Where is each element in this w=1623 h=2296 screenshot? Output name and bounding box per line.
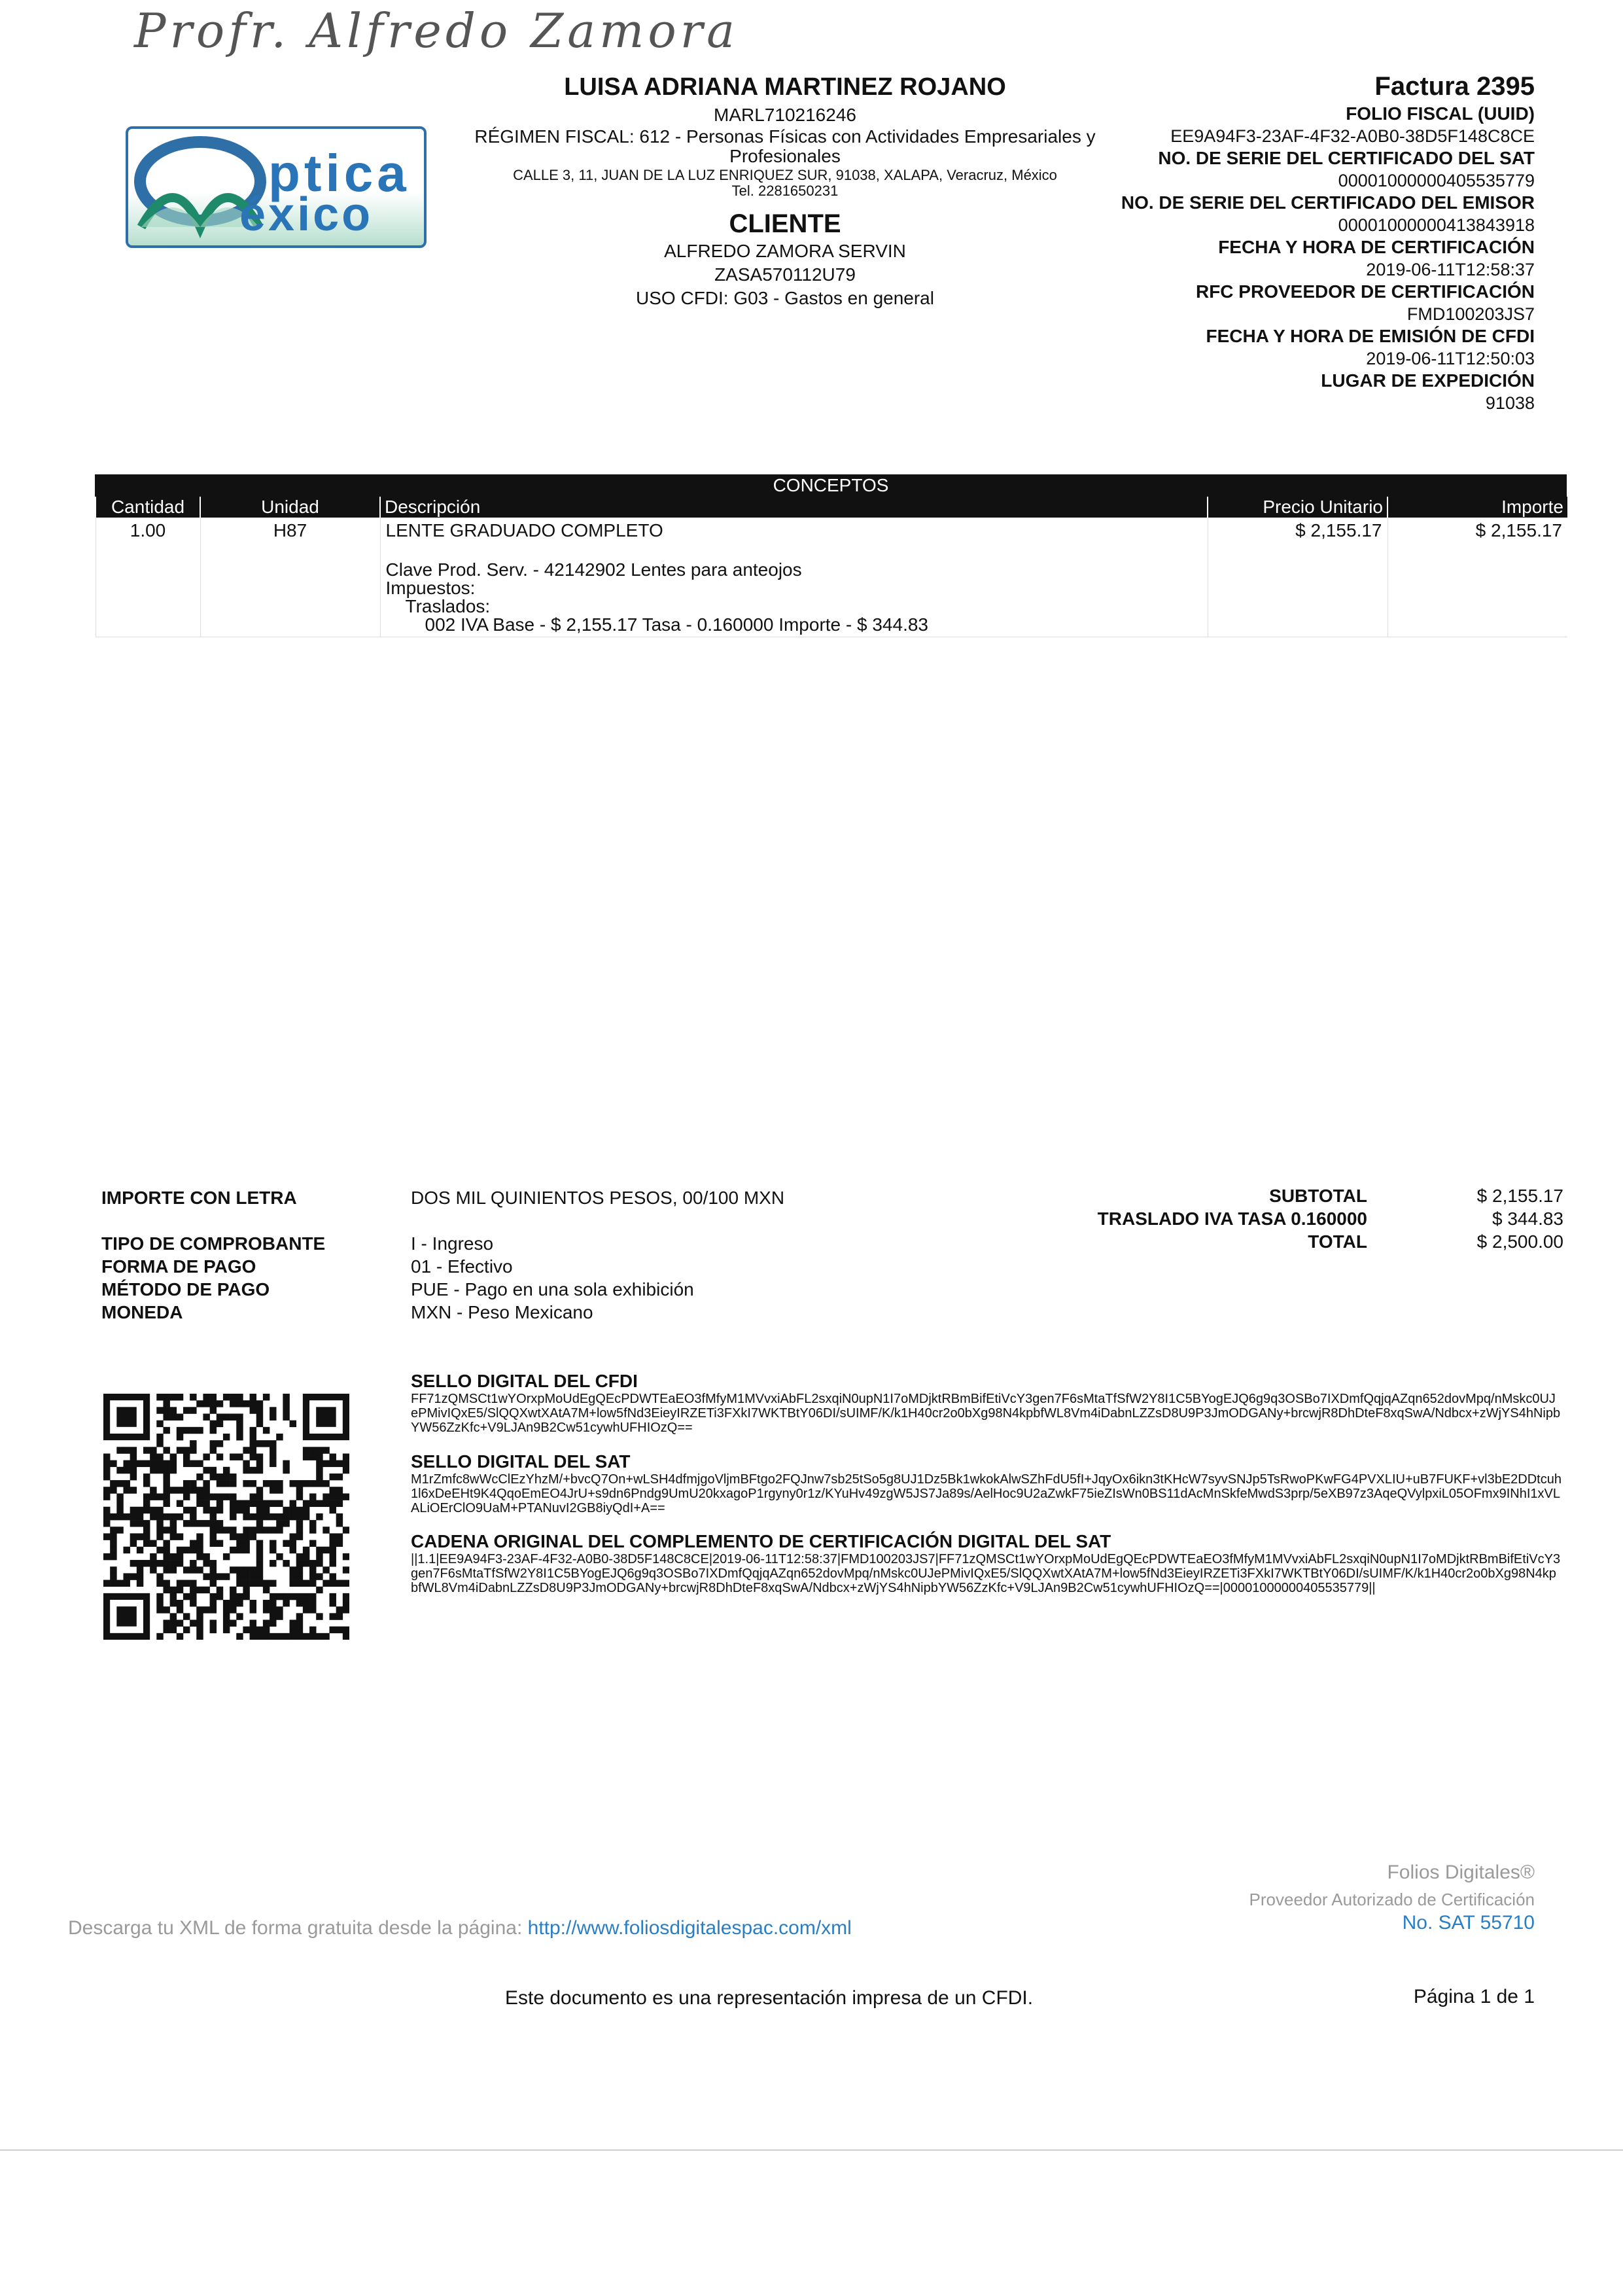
sello-cfdi-block [411,1371,1562,1435]
emision-date-value: 2019-06-11T12:50:03 [1366,349,1535,368]
descarga-xml-text: Descarga tu XML de forma gratuita desde la página: [68,1917,523,1939]
table-row [96,518,1567,637]
importe-letra-label: IMPORTE CON LETRA [101,1188,297,1208]
handwritten-note: Profr. Alfredo Zamora [134,3,739,58]
cert-date-value: 2019-06-11T12:58:37 [1366,260,1535,279]
clave-prod-serv: Clave Prod. Serv. - 42142902 Lentes para anteojos [385,559,802,580]
sello-cfdi-text: FF71zQMSCt1wYOrxpMoUdEgQEcPDWTEaEO3fMfyM1MVvxiAbFL2sxqiN0upN1I7oMDjktRBmBifEtiVcY3gen7F6sMtaTfSfW2Y8I1C5BYogEJQ6g9q3OSBo7IXDmfQqjqAZqn652dovMpq/nMskc0UJePMivIQxE5/SlQQXwtXAtA7M+low5fNd3EieyIRZETi3FXkI7WKTBtY06DI/sUIMF/K/k1H40cr2o0bXg98N4kpbfWL8Vm4iDabnLZZsD8U9P3JmODGANy+brcwjR8DhDteF8xqSwA/Ndbcx+zWjYS4hNipbYW56ZzKfc+V9LJAn9B2Cw51cywhUFHIOzQ== [411,1392,1561,1435]
sello-cfdi-title: SELLO DIGITAL DEL CFDI [411,1371,638,1391]
total-label: TOTAL [1308,1231,1367,1252]
sello-sat-text: M1rZmfc8wWcClEzYhzM/+bvcQ7On+wLSH4dfmjgoVljmBFtgo2FQJnw7sb25tSo5g8UJ1Dz5Bk1wkokAlwSZhFdU5fI+JqyOx6ikn3tKHcW7syvSNJp5TsRwoPKwFG4PVXLIU+uB7FUKF+vl3bE2DDtcuh1l6xDeEHt9K4QqoEmEO4JrU+s9dn6Pndg9UmU20kxagoP1rgyny0r1z/KYuHv49zgW5JS7Ja89s/AelHoc9U2aZwkF75ieZIsWn0BS11dAcMnSkfeMwdS3prp/5eXB97z3AqeQVylpxiL05OFmx9INhI1xVLALiOErClO9UaM+PTANuvI2GB8iyQdI+A== [411,1472,1562,1515]
representacion-impresa: Este documento es una representación impresa de un CFDI. [505,1987,1034,2009]
moneda-label: MONEDA [101,1302,183,1322]
cell-unidad: H87 [200,518,380,637]
logo-text-mexico: éxico [239,188,374,241]
page-divider [0,2149,1623,2151]
forma-pago-label: FORMA DE PAGO [101,1256,256,1277]
descripcion-text: LENTE GRADUADO COMPLETO [385,520,663,540]
subtotal-label: SUBTOTAL [1269,1186,1367,1206]
iva-total-label: TRASLADO IVA TASA 0.160000 [1097,1209,1367,1229]
lugar-expedicion-value: 91038 [1485,393,1535,413]
descripcion-detail [386,561,1202,634]
cell-importe: $ 2,155.17 [1387,518,1567,637]
header-descripcion: Descripción [380,497,1208,518]
subtotal-value: $ 2,155.17 [1476,1186,1563,1206]
header-unidad: Unidad [200,497,380,518]
rfc-proveedor-value: FMD100203JS7 [1406,304,1535,324]
tipo-comprobante-label: TIPO DE COMPROBANTE [101,1233,326,1254]
importe-letra-value: DOS MIL QUINIENTOS PESOS, 00/100 MXN [411,1188,785,1208]
forma-pago-value: 01 - Efectivo [411,1256,513,1277]
emisor-cert-value: 00001000000413843918 [1338,215,1535,235]
cliente-uso-cfdi: USO CFDI: G03 - Gastos en general [636,288,934,308]
qr-code-graphic [103,1394,349,1640]
cliente-rfc: ZASA570112U79 [714,264,856,285]
descarga-xml-link[interactable]: http://www.foliosdigitalespac.com/xml [527,1917,852,1939]
metodo-pago-value: PUE - Pago en una sola exhibición [411,1279,694,1299]
folios-digitales-brand: Folios Digitales® [1387,1862,1535,1883]
lugar-expedicion-label: LUGAR DE EXPEDICIÓN [1321,370,1535,391]
uuid-value: EE9A94F3-23AF-4F32-A0B0-38D5F148C8CE [1170,126,1535,146]
iva-total-value: $ 344.83 [1492,1209,1563,1229]
page-number: Página 1 de 1 [1413,1986,1535,2007]
cliente-name: ALFREDO ZAMORA SERVIN [664,241,906,261]
header-precio-unitario: Precio Unitario [1208,497,1387,518]
cert-date-label: FECHA Y HORA DE CERTIFICACIÓN [1218,237,1535,257]
issuer-regimen: RÉGIMEN FISCAL: 612 - Personas Físicas con Actividades Empresariales y Profesionales [474,126,1096,166]
cell-precio-unitario: $ 2,155.17 [1208,518,1387,637]
conceptos-grid [95,497,1567,637]
issuer-rfc: MARL710216246 [714,105,856,125]
conceptos-caption: CONCEPTOS [95,474,1567,497]
tipo-comprobante-value: I - Ingreso [411,1233,494,1254]
issuer-phone: Tel. 2281650231 [731,183,839,199]
optica-mexico-logo [126,126,427,248]
cadena-original-text: ||1.1|EE9A94F3-23AF-4F32-A0B0-38D5F148C8CE|2019-06-11T12:58:37|FMD100203JS7|FF71zQMSCt1wYOrxpMoUdEgQEcPDWTEaEO3fMfyM1MVvxiAbFL2sxqiN0upN1I7oMDjktRBmBifEtiVcY3gen7F6sMtaTfSfW2Y8I1C5BYogEJQ6g9q3OSBo7IXDmfQqjqAZqn652dovMpq/nMskc0UJePMivIQxE5/SlQQXwtXAtA7M+low5fNd3EieyIRZETi3FXkI7WKTBtY06DI/sUIMF/K/k1H40cr2o0bXg98N4kpbfWL8Vm4iDabnLZZsD8U9P3JmODGANy+brcwjR8DhDteF8xqSwA/Ndbcx+zWjYS4hNipbYW56ZzKfc+V9LJAn9B2Cw51cywhUFHIOzQ==|00001000000405535779|| [411,1552,1561,1595]
issuer-address-line: CALLE 3, 11, JUAN DE LA LUZ ENRIQUEZ SUR, 91038, XALAPA, Veracruz, México [513,167,1057,183]
invoice-title: Factura 2395 [1374,72,1535,101]
impuestos-label: Impuestos: [385,578,476,598]
sat-cert-value: 00001000000405535779 [1338,171,1535,190]
cell-descripcion [380,518,1208,637]
issuer-address [458,168,1112,199]
proveedor-autorizado: Proveedor Autorizado de Certificación [1249,1890,1535,1909]
moneda-value: MXN - Peso Mexicano [411,1302,593,1322]
conceptos-table [95,474,1567,637]
uuid-label: FOLIO FISCAL (UUID) [1346,103,1535,124]
qr-code [103,1394,349,1640]
rfc-proveedor-label: RFC PROVEEDOR DE CERTIFICACIÓN [1195,281,1535,302]
logo-text-optica: ptica [268,144,410,202]
metodo-pago-label: MÉTODO DE PAGO [101,1279,270,1299]
emision-date-label: FECHA Y HORA DE EMISIÓN DE CFDI [1206,326,1535,346]
emisor-cert-label: NO. DE SERIE DEL CERTIFICADO DEL EMISOR [1121,192,1535,213]
invoice-details [1038,72,1535,414]
total-value: $ 2,500.00 [1476,1231,1563,1252]
sat-cert-label: NO. DE SERIE DEL CERTIFICADO DEL SAT [1158,148,1535,168]
sello-sat-block [411,1451,1562,1515]
cliente-title: CLIENTE [729,209,841,238]
sello-sat-title: SELLO DIGITAL DEL SAT [411,1451,631,1472]
cadena-original-title: CADENA ORIGINAL DEL COMPLEMENTO DE CERTIFICACIÓN DIGITAL DEL SAT [411,1531,1111,1551]
header-importe: Importe [1387,497,1567,518]
header-cantidad: Cantidad [96,497,200,518]
traslados-label: Traslados: [405,596,491,616]
descarga-xml-line [68,1917,852,1939]
cell-cantidad: 1.00 [96,518,200,637]
table-header-row [96,497,1567,518]
no-sat: No. SAT 55710 [1402,1912,1535,1934]
iva-detail: 002 IVA Base - $ 2,155.17 Tasa - 0.160000 Importe - $ 344.83 [425,614,928,635]
issuer-name: LUISA ADRIANA MARTINEZ ROJANO [564,73,1006,101]
cadena-original-block [411,1531,1562,1595]
